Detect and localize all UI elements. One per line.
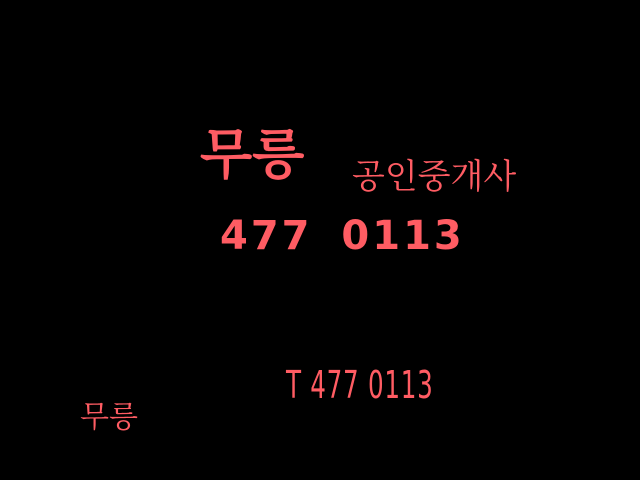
brand-name-large: 무릉 [200, 123, 305, 186]
brand-name-small: 무릉 [80, 400, 138, 435]
business-type-label: 공인중개사 [352, 157, 517, 197]
phone-number-large: 477 0113 [220, 213, 465, 259]
phone-number-small: T 477 0113 [286, 363, 434, 407]
